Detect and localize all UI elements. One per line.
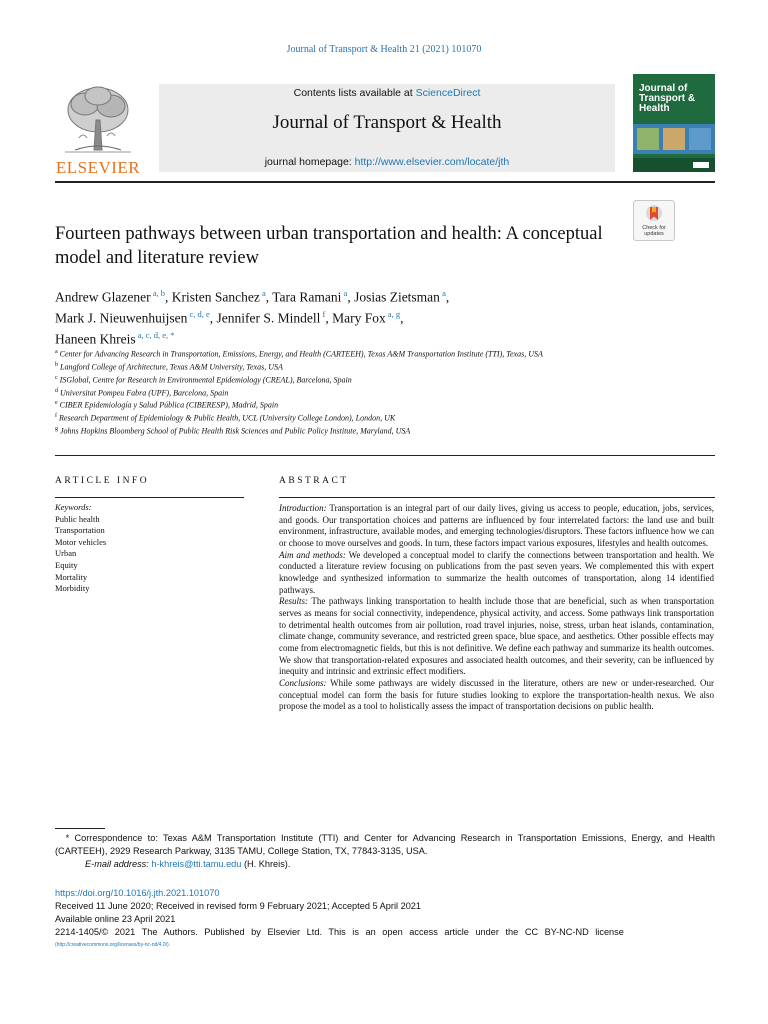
author-name[interactable]: Haneen Khreis (55, 331, 136, 347)
keyword-item: Motor vehicles (55, 536, 107, 547)
article-info-heading: ARTICLE INFO (55, 476, 150, 486)
homepage-line (159, 156, 615, 168)
check-for-updates-button[interactable] (633, 200, 675, 241)
affiliation-key: a (55, 349, 58, 355)
section-rule (55, 455, 715, 456)
keywords-label: Keywords: (55, 502, 92, 512)
affiliation-item (55, 386, 615, 399)
journal-banner (159, 84, 615, 172)
abstract-paragraph (279, 596, 714, 678)
affiliation-item (55, 424, 615, 437)
abstract-section-text: While some pathways are widely discussed in the literature, others are new or under-researched. Our conceptual model can form the basis for future studies looking to explore the transportation-health nexus. We also propose the model as a tool to holistically assess the impact of transportation decisions on public health. (279, 677, 714, 712)
article-title: Fourteen pathways between urban transportation and health: A conceptual model and literature review (55, 224, 603, 268)
keyword-item: Morbidity (55, 583, 90, 594)
author-name[interactable]: Kristen Sanchez (171, 289, 260, 305)
affiliation-text: ISGlobal, Centre for Research in Environmental Epidemiology (CREAL), Barcelona, Spain (57, 375, 352, 385)
footnote-rule (55, 828, 105, 829)
affiliation-item (55, 373, 615, 386)
article-footer (55, 887, 715, 952)
affiliation-text: CIBER Epidemiología y Salud Pública (CIBERESP), Madrid, Spain (57, 401, 279, 411)
email-link[interactable]: h-khreis@tti.tamu.edu (151, 859, 242, 869)
available-online-line: Available online 23 April 2021 (55, 914, 176, 924)
affiliation-list (55, 347, 615, 437)
author-separator: , (347, 289, 355, 305)
affiliation-item (55, 411, 615, 424)
author-affiliation-marker[interactable]: c, d, e (187, 309, 210, 319)
affiliation-key: b (55, 361, 58, 368)
history-line: Received 11 June 2020; Received in revised form 9 February 2021; Accepted 5 April 2021 (55, 901, 422, 911)
running-head[interactable]: Journal of Transport & Health 21 (2021) 101070 (286, 44, 482, 55)
affiliation-key: c (55, 374, 58, 381)
affiliation-text: Universitat Pompeu Fabra (UPF), Barcelona, Spain (58, 388, 229, 398)
author-affiliation-marker[interactable]: a, g (385, 309, 401, 319)
author-affiliation-marker[interactable]: a (439, 288, 446, 298)
doi-link[interactable]: https://doi.org/10.1016/j.jth.2021.101070 (55, 888, 220, 898)
author-separator: , (445, 289, 450, 305)
affiliation-text: Johns Hopkins Bloomberg School of Public Health Risk Sciences and Public Policy Institute, Maryland, USA (58, 426, 411, 436)
homepage-link[interactable]: http://www.elsevier.com/locate/jth (354, 156, 510, 168)
abstract-paragraph (279, 503, 714, 550)
author-name[interactable]: Josias Zietsman (354, 289, 440, 305)
abstract-section-label: Results: (279, 596, 308, 607)
affiliation-key: d (55, 387, 58, 394)
email-label: E-mail address: (85, 859, 149, 869)
author-separator: , (400, 310, 404, 326)
abstract-section-text: We developed a conceptual model to clarify the connections between transportation and health. We conducted a literature review focusing on publications from the past seven years. We complemented this with expert knowledge and synthesized information to summarize the health outcomes of transportation, along 14 identified pathways. (279, 549, 714, 595)
author-name[interactable]: Mary Fox (332, 310, 386, 326)
license-url-link[interactable]: (http://creativecommons.org/licenses/by-nc-nd/4.0/). (55, 942, 171, 948)
affiliation-item (55, 398, 615, 411)
keyword-item: Equity (55, 559, 78, 570)
abstract-section-text: Transportation is an integral part of our daily lives, giving us access to people, education, jobs, services, and goods. Our transportation choices and patterns are influenced by four interrelated factors: the land use and built environment, infrastructure, available modes, and emerging technologies/disruptors. These factors influence how we can or choose to move ourselves and goods. In turn, these factors impact various exposures, lifestyles and health outcomes. (279, 503, 714, 548)
author-name[interactable]: Andrew Glazener (55, 289, 151, 305)
author-affiliation-marker[interactable]: f (320, 309, 326, 319)
keyword-item: Public health (55, 513, 100, 524)
article-info-rule (55, 497, 244, 498)
author-separator: , (325, 310, 333, 326)
license-line: 2214-1405/© 2021 The Authors. Published by Elsevier Ltd. This is an open access article under the CC BY-NC-ND license (55, 927, 624, 937)
abstract-section-text: The pathways linking transportation to health include those that are beneficial, such as when transportation serves as means for social connectivity, independence, physical activity, and access. Some pathways link transportation to detrimental health outcomes from air pollution, road travel injuries, noise, stress, urban heat islands, contamination, climate change, community severance, and restricted green space, blue space, and aesthetics. Other possible effects may come from electromagnetic fields, but this is not definitive. We define each pathway and summarize its health outcomes. We show that transportation-related exposures and associated health outcomes, and their severity, can be influenced by inequity and intrinsic and extrinsic effect modifiers. (279, 596, 714, 677)
keyword-item: Mortality (55, 571, 88, 582)
affiliation-key: e (55, 400, 58, 407)
correspondence-footnote (55, 832, 715, 871)
affiliation-text: Research Department of Epidemiology & Public Health, UCL (University College London), London, UK (57, 413, 396, 423)
abstract-paragraph (279, 550, 714, 597)
abstract-rule (279, 497, 715, 498)
publisher-wordmark[interactable]: ELSEVIER (55, 158, 141, 177)
sciencedirect-link[interactable]: ScienceDirect (415, 87, 481, 99)
author-affiliation-marker[interactable]: a (259, 288, 266, 298)
homepage-prefix: journal homepage: (264, 156, 355, 168)
footnote-marker: * (65, 833, 70, 843)
abstract-section-label: Aim and methods: (279, 549, 346, 560)
footnote-text: Correspondence to: Texas A&M Transportation Institute (TTI) and Center for Advancing Research in Transportation Emissions, Energy, and Health (CARTEEH), 2929 Research Parkway, 3135 TAMU, College Station, TX, 77843-3135, USA. (55, 833, 715, 856)
author-name[interactable]: Tara Ramani (272, 289, 342, 305)
keyword-item: Urban (55, 548, 77, 559)
author-separator: , (209, 310, 217, 326)
affiliation-text: Center for Advancing Research in Transportation, Emissions, Energy, and Health (CARTEEH), Texas A&M Transportation Institute (TTI), Texas, USA (57, 349, 543, 359)
bookmark-icon (645, 204, 663, 224)
author-affiliation-marker[interactable]: a (341, 288, 348, 298)
author-affiliation-marker[interactable]: a, b (150, 288, 165, 298)
affiliation-key: g (55, 426, 58, 433)
affiliation-key: f (55, 413, 57, 420)
author-list (55, 285, 615, 348)
author-separator: , (265, 289, 273, 305)
journal-masthead (55, 74, 715, 182)
abstract-paragraph (279, 678, 714, 713)
masthead-rule (55, 181, 715, 183)
abstract-heading: ABSTRACT (279, 476, 349, 486)
keyword-item: Transportation (55, 525, 105, 536)
journal-cover-thumbnail[interactable] (633, 74, 715, 172)
affiliation-item (55, 347, 615, 360)
contents-prefix: Contents lists available at (293, 87, 416, 99)
cover-title: Journal of Transport & Health (639, 83, 696, 114)
keywords-block (55, 502, 245, 595)
contents-line (159, 87, 615, 99)
abstract-section-label: Conclusions: (279, 677, 327, 688)
author-separator: , (164, 289, 172, 305)
keywords-list (55, 514, 245, 595)
affiliation-item (55, 360, 615, 373)
author-name[interactable]: Mark J. Nieuwenhuijsen (55, 310, 188, 326)
email-suffix: (H. Khreis). (241, 859, 291, 869)
author-affiliation-marker[interactable]: a, c, d, e, * (135, 330, 175, 340)
journal-title: Journal of Transport & Health (272, 112, 502, 133)
abstract-section-label: Introduction: (279, 503, 327, 513)
abstract-body (279, 503, 714, 713)
affiliation-text: Langford College of Architecture, Texas A&M University, Texas, USA (58, 362, 283, 372)
check-for-updates-label: Check for updates (642, 225, 666, 237)
author-name[interactable]: Jennifer S. Mindell (216, 310, 321, 326)
